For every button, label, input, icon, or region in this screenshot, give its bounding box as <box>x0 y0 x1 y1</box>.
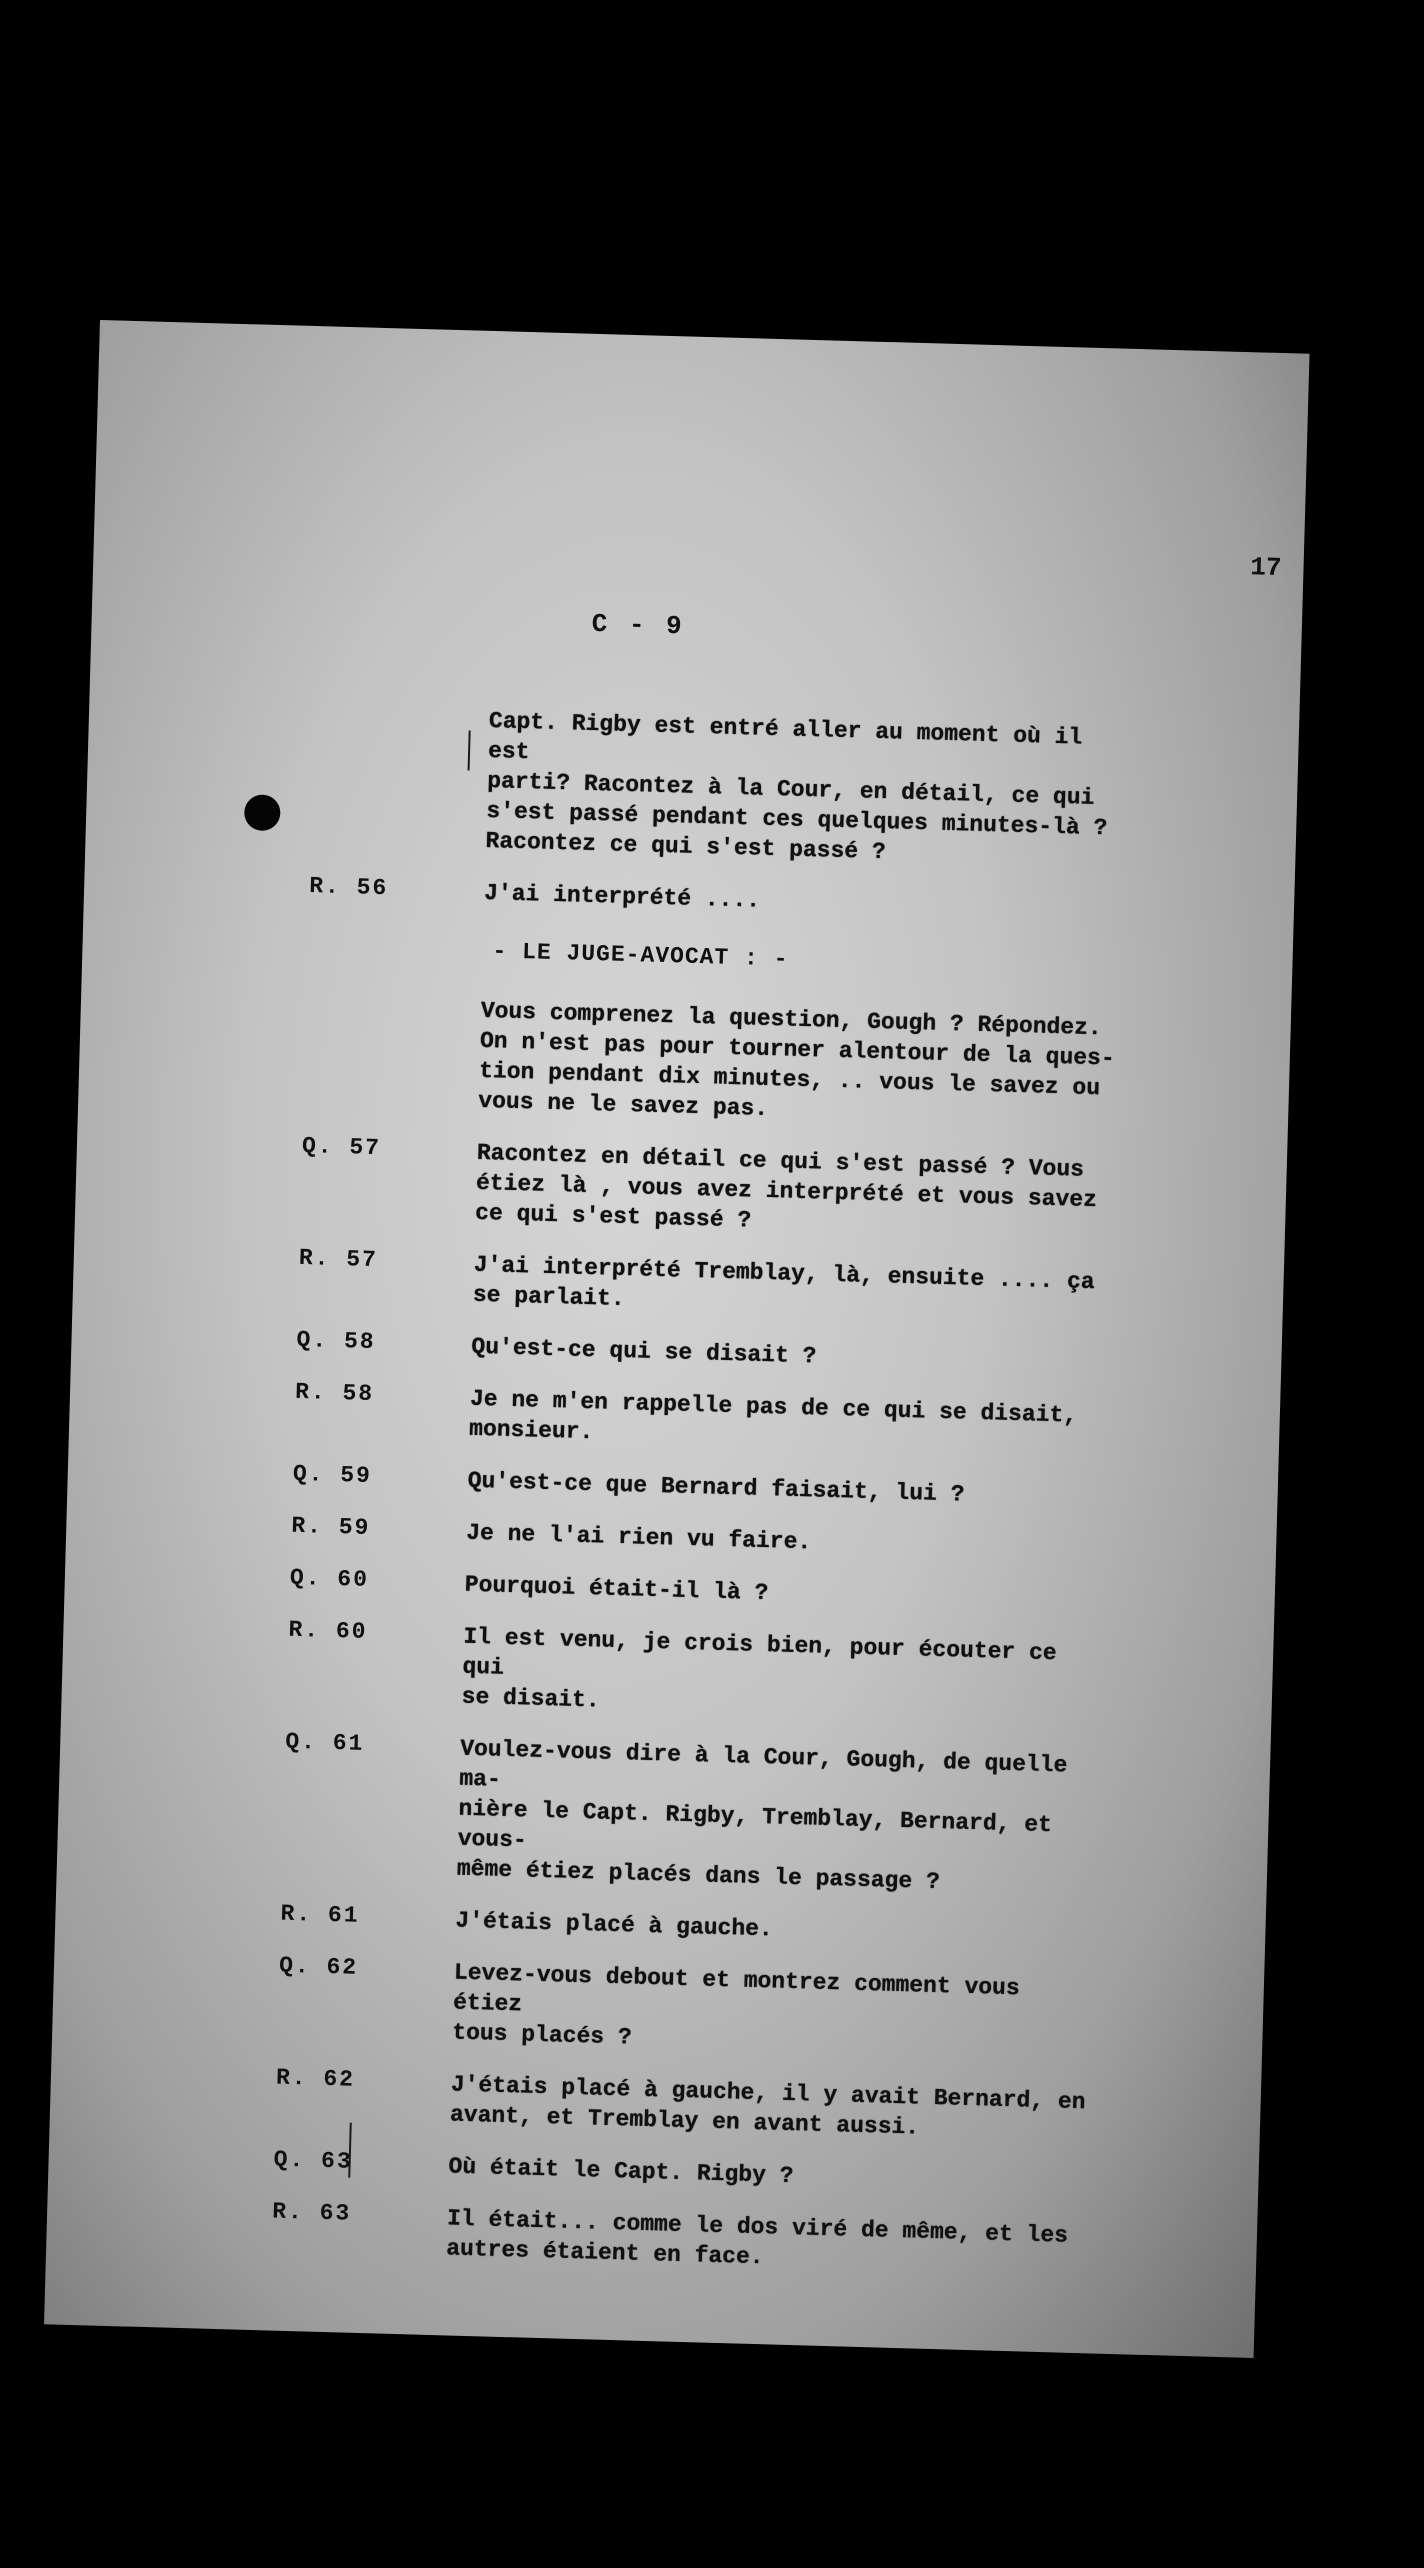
entry-marker: Q. 61 <box>285 1728 365 1757</box>
transcript-entry <box>75 1127 1287 1251</box>
transcript-entry <box>66 1507 1276 1571</box>
entry-marker: R. 60 <box>288 1616 368 1645</box>
page-number: 17 <box>1249 552 1282 584</box>
entry-marker: R. 59 <box>291 1512 371 1542</box>
entry-marker: Q. 63 <box>273 2146 354 2175</box>
entry-marker: Q. 59 <box>292 1460 373 1490</box>
entry-text: Où était le Capt. Rigby ? <box>448 2153 794 2190</box>
entry-text: Pourquoi était-il là ? <box>464 1571 769 1607</box>
entry-marker: R. 63 <box>271 2198 352 2227</box>
transcript-entry <box>48 2140 1258 2204</box>
transcript-entry <box>46 2192 1257 2286</box>
entry-marker: Q. 58 <box>296 1326 376 1356</box>
transcript-entry <box>55 1894 1265 1958</box>
entry-marker: Q. 57 <box>301 1132 382 1162</box>
entry-text: Levez-vous debout et montrez comment vous étiez tous placés ? <box>451 1959 1034 2051</box>
entry-text: Je ne m'en rappelle pas de ce qui se disait, monsieur. <box>468 1385 1078 1446</box>
entry-marker: R. 57 <box>298 1244 379 1274</box>
transcript-entry <box>73 1239 1284 1333</box>
transcript-entry <box>52 1946 1264 2070</box>
entry-marker: R. 56 <box>308 873 389 902</box>
heading-text: - LE JUGE-AVOCAT : - <box>492 938 789 973</box>
entry-marker: R. 61 <box>280 1900 360 1929</box>
entry-marker: R. 62 <box>275 2064 356 2093</box>
entry-marker: Q. 62 <box>278 1952 359 1981</box>
entry-text: J'ai interprété Tremblay, là, ensuite .... ça se parlait. <box>472 1251 1095 1313</box>
transcript-entry <box>65 1559 1275 1623</box>
entry-marker: R. 58 <box>294 1378 375 1408</box>
entry-marker: Q. 60 <box>289 1564 370 1593</box>
transcript-entry <box>67 1455 1277 1519</box>
entry-text: Il était... comme le dos viré de même, et les autres étaient en face. <box>445 2205 1069 2271</box>
transcript-entry <box>84 867 1294 931</box>
entry-text: Il est venu, je crois bien, pour écouter ce qui se disait. <box>461 1623 1071 1714</box>
transcript-entry <box>78 985 1291 1139</box>
document-page <box>44 320 1310 2358</box>
entry-text: Qu'est-ce qui se disait ? <box>471 1333 817 1370</box>
transcript <box>45 695 1299 2308</box>
transcript-entry <box>69 1373 1280 1467</box>
entry-text: Racontez en détail ce qui s'est passé ? Vous étiez là , vous avez interprété et vous savez ce qui s'est passé ? <box>474 1139 1098 1234</box>
entry-text: Vous comprenez la question, Gough ? Répondez. On n'est pas pour tourner alentour de la ques- tion pendant dix minutes, .. vous le savez ou vous ne le savez pas. <box>477 997 1116 1122</box>
transcript-entry <box>50 2058 1261 2152</box>
transcript-entry <box>61 1610 1273 1734</box>
entry-text: Qu'est-ce que Bernard faisait, lui ? <box>467 1467 965 1508</box>
entry-text: Je ne l'ai rien vu faire. <box>465 1519 812 1556</box>
transcript-entry <box>71 1321 1281 1385</box>
page-code: C - 9 <box>591 608 686 642</box>
intro-text: Capt. Rigby est entré aller au moment où il est parti? Racontez à la Cour, en détail, ce qui s'est passé pendant ces quelques minutes-là ? Racontez ce qui s'est passé ? <box>485 708 1108 866</box>
transcript-entry <box>57 1722 1271 1906</box>
entry-text: Voulez-vous dire à la Cour, Gough, de quelle ma- nière le Capt. Rigby, Tremblay, Bernard, et vous- même étiez placés dans le passage ? <box>456 1735 1082 1896</box>
entry-text: J'ai interprété .... <box>483 879 761 914</box>
entry-text: J'étais placé à gauche, il y avait Bernard, en avant, et Tremblay en avant aussi. <box>449 2071 1086 2141</box>
section-heading <box>492 938 1292 986</box>
transcript-intro <box>85 695 1299 879</box>
entry-text: J'étais placé à gauche. <box>455 1907 774 1943</box>
